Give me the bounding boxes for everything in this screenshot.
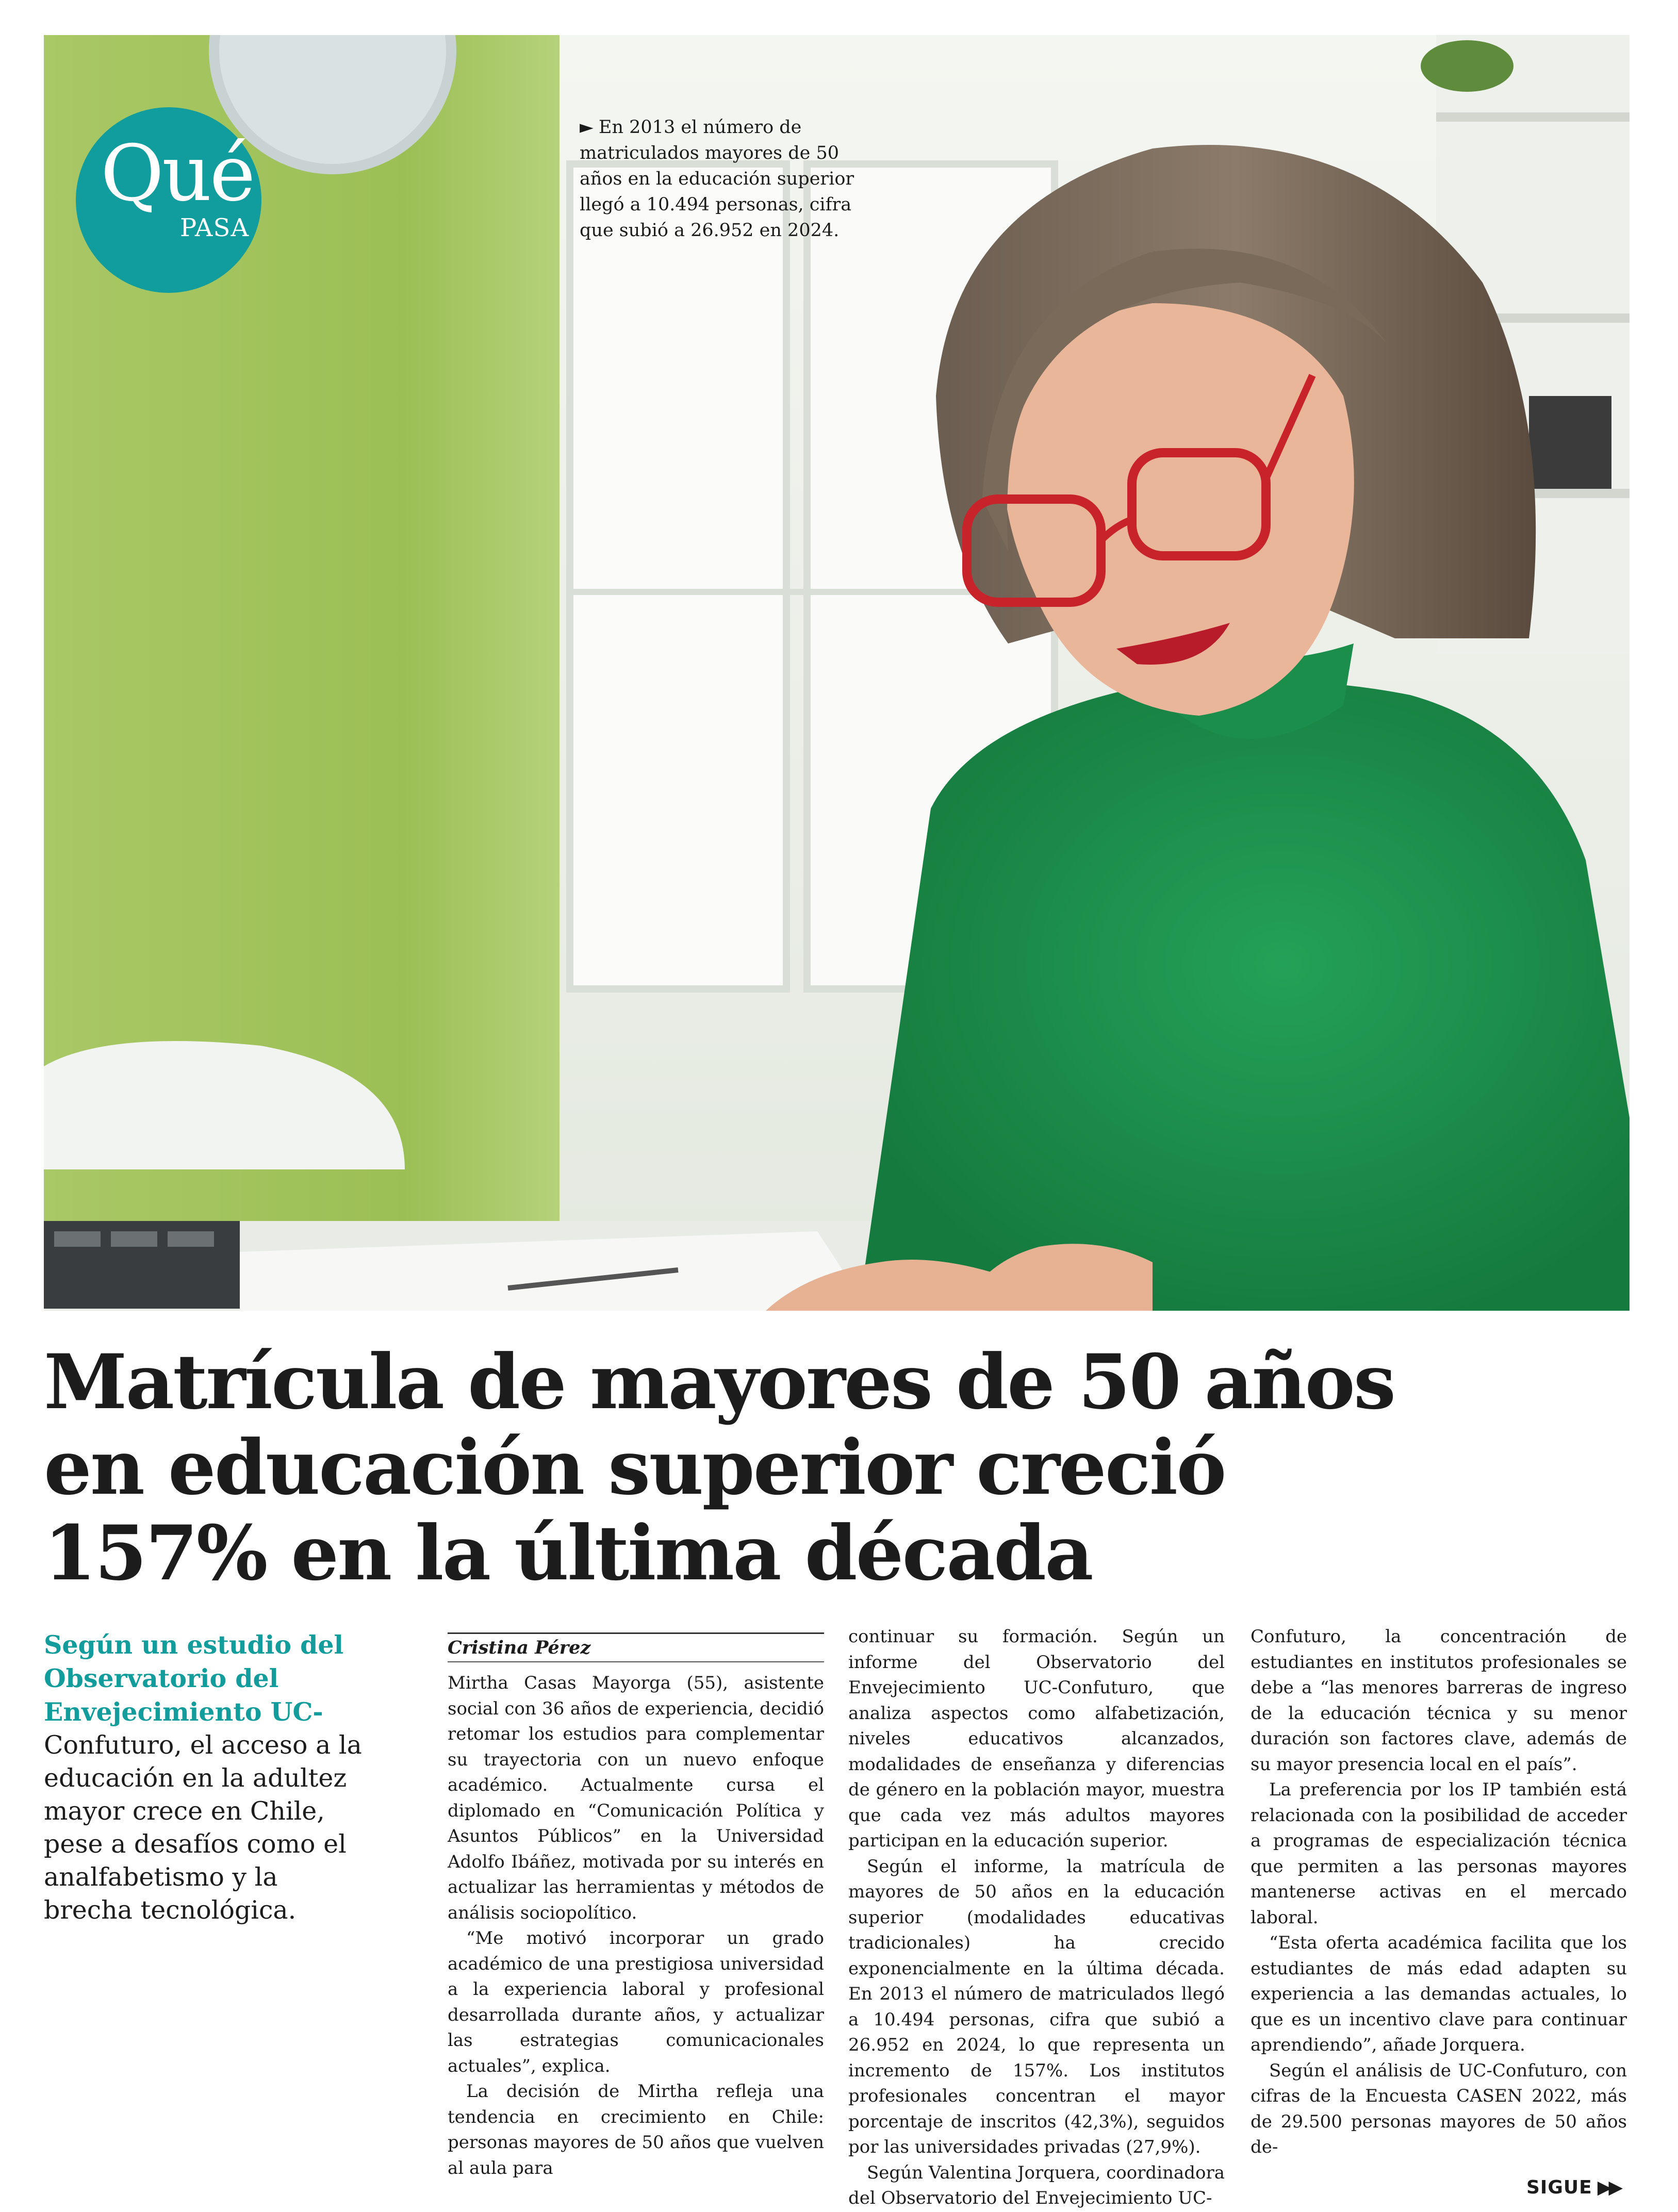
paragraph: Según el análisis de UC-Confuturo, con cifras de la Encuesta CASEN 2022, más de 29.500 personas mayores de 50 años de- xyxy=(1251,2060,1627,2157)
article-column-1 xyxy=(448,1671,824,2181)
continue-marker xyxy=(1526,2177,1620,2198)
caption-marker-icon: ► xyxy=(580,117,594,138)
headline xyxy=(44,1340,1436,1596)
article-column-2 xyxy=(848,1624,1225,2211)
continue-label: SIGUE xyxy=(1526,2177,1592,2198)
caption-text: En 2013 el número de matriculados mayores de 50 años en la educación superior llegó a 10.494 personas, cifra que subió a 26.952 en 2024. xyxy=(580,117,854,241)
paragraph: “Esta oferta académica facilita que los estudiantes de más edad adapten su experiencia a las demandas actuales, lo que es un incentivo clave para continuar aprendiendo”, añade Jorquera. xyxy=(1251,1933,1627,2055)
paragraph: continuar su formación. Según un informe del Observatorio del Envejecimiento UC-Confuturo, que analiza aspectos como alfabetización, niveles educativos alcanzados, modalidades de enseñanza y diferencias de género en la población mayor, muestra que cada vez más adultos mayores participan en la educación superior. xyxy=(848,1626,1225,1851)
lead-summary xyxy=(44,1628,374,1927)
article-column-3 xyxy=(1251,1624,1627,2160)
logo-pasa-text: PASA xyxy=(180,213,250,242)
paragraph: Mirtha Casas Mayorga (55), asistente social con 36 años de experiencia, decidió retomar los estudios para complementar su trayectoria con un nuevo enfoque académico. Actualmente cursa el diplomado en “Comunicación Política y Asuntos Públicos” en la Universidad Adolfo Ibáñez, motivada por su interés en actualizar las herramientas y métodos de análisis sociopolítico. xyxy=(448,1673,824,1923)
lead-highlight: Según un estudio del Observatorio del Envejecimiento UC- xyxy=(44,1630,344,1727)
byline-divider xyxy=(448,1661,824,1662)
paragraph: La decisión de Mirtha refleja una tendencia en crecimiento en Chile: personas mayores de 50 años que vuelven al aula para xyxy=(448,2081,824,2178)
paragraph: Según el informe, la matrícula de mayores de 50 años en la educación superior (modalidades educativas tradicionales) ha crecido exponencialmente en la última década. En 2013 el número de matriculados llegó a 10.494 personas, cifra que subió a 26.952 en 2024, lo que representa un incremento de 157%. Los institutos profesionales concentran el mayor porcentaje de inscritos (42,3%), seguidos por las universidades privadas (27,9%). xyxy=(848,1856,1225,2157)
photo-caption xyxy=(580,114,868,243)
paragraph: Confuturo, la concentración de estudiantes en institutos profesionales se debe a “las menores barreras de ingreso de la educación técnica y su menor duración son factores clave, además de su mayor presencia local en el país”. xyxy=(1251,1626,1627,1775)
headline-line-2: en educación superior creció xyxy=(44,1424,1225,1512)
paragraph: La preferencia por los IP también está relacionada con la posibilidad de acceder a programas de especialización técnica que permiten a las personas mayores mantenerse activas en el mercado laboral. xyxy=(1251,1779,1627,1928)
headline-line-3: 157% en la última década xyxy=(44,1509,1092,1597)
headline-line-1: Matrícula de mayores de 50 años xyxy=(44,1338,1395,1426)
paragraph: “Me motivó incorporar un grado académico de una prestigiosa universidad a la experiencia laboral y profesional desarrollada durante años, y actualizar las estrategias comunicacionales actuales”, explica. xyxy=(448,1928,824,2076)
paragraph: Según Valentina Jorquera, coordinadora del Observatorio del Envejecimiento UC- xyxy=(848,2162,1225,2208)
lead-text: Confuturo, el acceso a la educación en la adultez mayor crece en Chile, pese a desafíos como el analfabetismo y la brecha tecnológica. xyxy=(44,1730,362,1925)
logo-que-text: Qué xyxy=(101,129,254,219)
byline: Cristina Pérez xyxy=(448,1632,824,1660)
continue-arrows-icon: ▶▶ xyxy=(1597,2177,1620,2198)
que-pasa-logo xyxy=(76,107,280,293)
